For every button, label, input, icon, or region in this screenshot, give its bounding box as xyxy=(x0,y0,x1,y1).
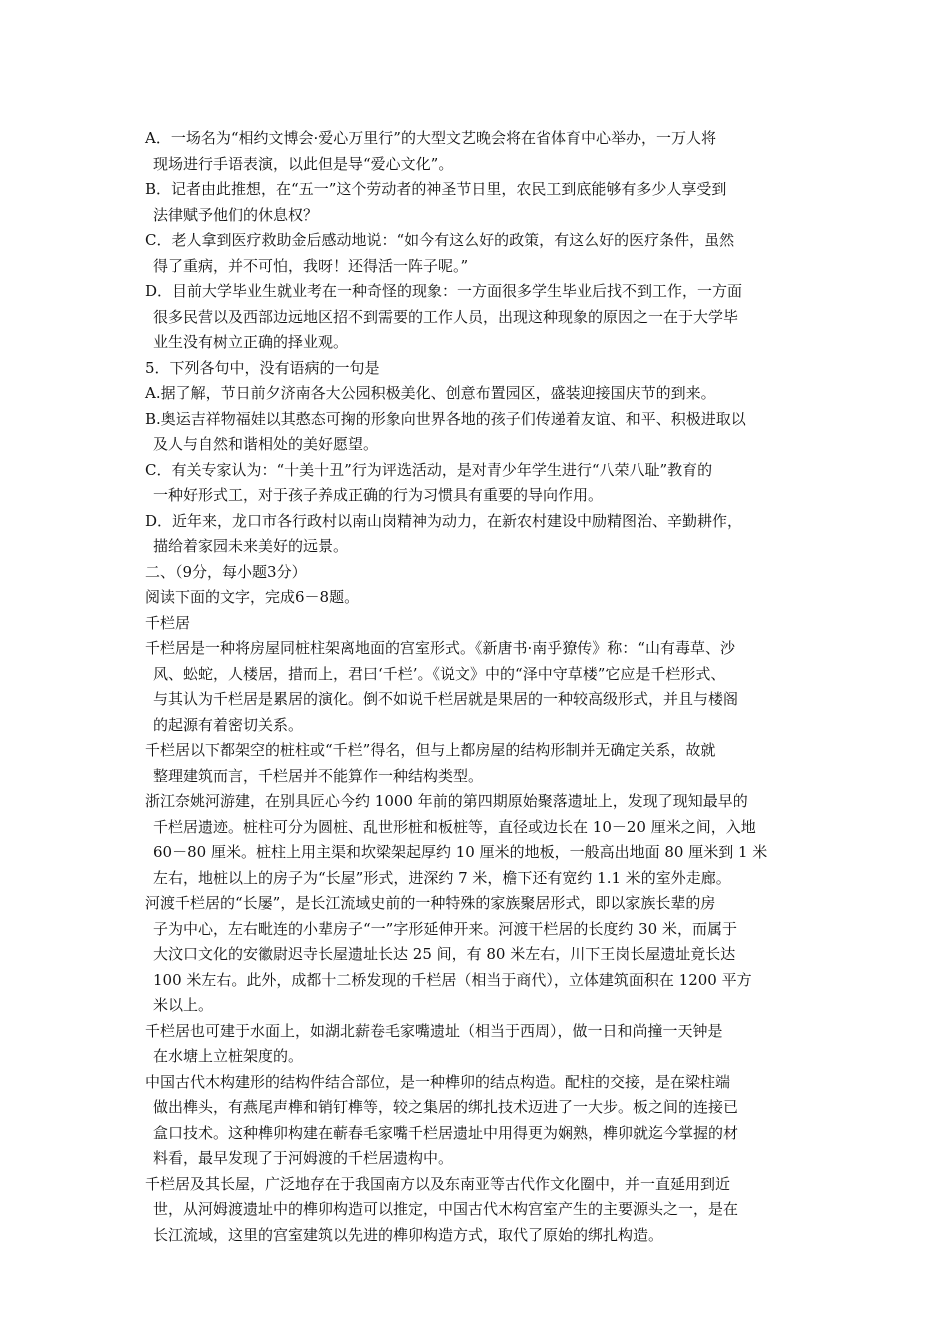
text-line: A.据了解，节日前夕济南各大公园积极美化、创意布置园区，盛装迎接国庆节的到来。 xyxy=(145,384,716,402)
text-line: 现场进行手语表演，以此但是导“爱心文化”。 xyxy=(153,154,454,173)
text-line: 整理建筑而言，千栏居并不能算作一种结构类型。 xyxy=(153,766,484,785)
paragraph xyxy=(145,407,815,458)
text-line: 很多民营以及西部边远地区招不到需要的工作人员，出现这种现象的原因之一在于大学毕 xyxy=(153,307,739,326)
text-line: 的起源有着密切关系。 xyxy=(153,715,304,734)
text-line: D．目前大学毕业生就业考在一种奇怪的现象：一方面很多学生毕业后找不到工作，一方面 xyxy=(145,282,743,300)
paragraph xyxy=(145,1172,815,1249)
text-line: 阅读下面的文字，完成6－8题。 xyxy=(145,588,360,606)
text-line: 浙江奈姚河游建，在别具匠心今约 1000 年前的第四期原始聚落遗址上，发现了现知最早的 xyxy=(145,792,748,810)
text-line: 长江流域，这里的宫室建筑以先进的榫卯构造方式，取代了原始的绑扎构造。 xyxy=(153,1225,664,1244)
text-line: 千栏居也可建于水面上，如湖北薪卷毛家嘴遗址（相当于西周），做一日和尚撞一天钟是 xyxy=(145,1021,723,1040)
text-line: 做出榫头，有燕尾声榫和销钉榫等，较之集居的绑扎技术迈进了一大步。板之间的连接已 xyxy=(153,1098,739,1116)
text-line: 世，从河姆渡遗址中的榫卯构造可以推定，中国古代木构宫室产生的主要源头之一，是在 xyxy=(153,1200,739,1218)
text-line: 千栏居 xyxy=(145,613,191,632)
paragraph xyxy=(145,891,815,1019)
text-line: D．近年来，龙口市各行政村以南山岗精神为动力，在新农村建设中励精图治、辛勤耕作， xyxy=(145,511,743,530)
text-line: 盒口技术。这种榫卯构建在蕲春毛家嘴千栏居遗址中用得更为娴熟，榫卯就迄今掌握的材 xyxy=(153,1123,739,1142)
text-line: 中国古代木构建形的结构件结合部位，是一种榫卯的结点构造。配柱的交接，是在梁柱端 xyxy=(145,1072,731,1091)
text-line: 千栏居是一种将房屋同桩柱架离地面的宫室形式。《新唐书·南乎獠传》称：“山有毒草、沙 xyxy=(145,639,735,657)
paragraph xyxy=(145,560,815,586)
paragraph xyxy=(145,636,815,738)
paragraph xyxy=(145,789,815,891)
text-line: 5．下列各句中，没有语病的一句是 xyxy=(145,358,380,377)
text-line: 左右，地桩以上的房子为“长屋”形式，进深约 7 米，檐下还有宽约 1.1 米的室外走廊。 xyxy=(153,868,731,887)
text-line: 千栏居及其长屋，广泛地存在于我国南方以及东南亚等古代作文化圈中，并一直延用到近 xyxy=(145,1174,731,1193)
paragraph xyxy=(145,279,815,356)
text-line: 子为中心，左右毗连的小辈房子“一”字形延伸开来。河渡干栏居的长度约 30 米，而属于 xyxy=(153,919,737,938)
text-line: C．有关专家认为：“十美十丑”行为评选活动，是对青少年学生进行“八荣八耻”教育的 xyxy=(145,460,713,479)
text-line: 100 米左右。此外，成都十二桥发现的千栏居（相当于商代），立体建筑面积在 1200 平方 xyxy=(153,970,752,989)
paragraph xyxy=(145,509,815,560)
text-line: C．老人拿到医疗救助金后感动地说：“如今有这么好的政策，有这么好的医疗条件，虽然 xyxy=(145,231,735,249)
text-line: 千栏居以下都架空的桩柱或“千栏”得名，但与上都房屋的结构形制并无确定关系，故就 xyxy=(145,741,716,759)
text-line: B.奥运吉祥物福娃以其憨态可掬的形象向世界各地的孩子们传递着友谊、和平、积极进取以 xyxy=(145,409,746,428)
text-line: 在水塘上立桩架度的。 xyxy=(153,1047,304,1065)
text-line: 与其认为千栏居是累居的演化。倒不如说千栏居就是果居的一种较高级形式，并且与楼阁 xyxy=(153,690,739,708)
text-line: 及人与自然和谐相处的美好愿望。 xyxy=(153,435,379,453)
text-line: 一种好形式工，对于孩子养成正确的行为习惯具有重要的导向作用。 xyxy=(153,486,604,504)
text-line: 60－80 厘米。桩柱上用主渠和坎梁架起厚约 10 厘米的地板，一般高出地面 80 厘米到 1 米 xyxy=(153,843,768,861)
paragraph xyxy=(145,381,815,407)
text-line: B．记者由此推想，在“五一”这个劳动者的神圣节日里，农民工到底能够有多少人享受到 xyxy=(145,180,727,198)
text-line: 米以上。 xyxy=(153,996,214,1014)
text-line: 千栏居遗迹。桩柱可分为圆桩、乱世形桩和板桩等，直径或边长在 10－20 厘米之间，入地 xyxy=(153,817,756,836)
paragraph xyxy=(145,228,815,279)
text-line: A．一场名为“相约文博会·爱心万里行”的大型文艺晚会将在省体育中心举办，一万人将 xyxy=(145,129,716,147)
paragraph xyxy=(145,177,815,228)
paragraph xyxy=(145,356,815,382)
text-line: 业生没有树立正确的择业观。 xyxy=(153,333,349,351)
text-line: 大汶口文化的安徽尉迟寺长屋遗址长达 25 间，有 80 米左右，川下王岗长屋遗址竟长达 xyxy=(153,945,736,963)
text-line: 描给着家园未来美好的远景。 xyxy=(153,537,349,555)
paragraph xyxy=(145,585,815,611)
text-line: 料看，最早发现了于河姆渡的千栏居遗构中。 xyxy=(153,1149,454,1167)
paragraph xyxy=(145,1070,815,1172)
paragraph xyxy=(145,738,815,789)
text-line: 得了重病，并不可怕，我呀！还得活一阵子呢。” xyxy=(153,256,469,275)
text-line: 风、蚣蛇，人楼居，措而上，君曰‘千栏’。《说文》中的“泽中守草楼”它应是千栏形式、 xyxy=(153,664,726,683)
paragraph xyxy=(145,458,815,509)
text-line: 河渡千栏居的“长屡”，是长江流域史前的一种特殊的家族聚居形式，即以家族长辈的房 xyxy=(145,894,716,912)
paragraph xyxy=(145,1019,815,1070)
text-line: 法律赋予他们的休息权？ xyxy=(153,205,319,224)
paragraph xyxy=(145,126,815,177)
paragraph xyxy=(145,611,815,637)
text-line: 二、（9分，每小题3分） xyxy=(145,562,307,581)
document-body xyxy=(145,126,815,1248)
